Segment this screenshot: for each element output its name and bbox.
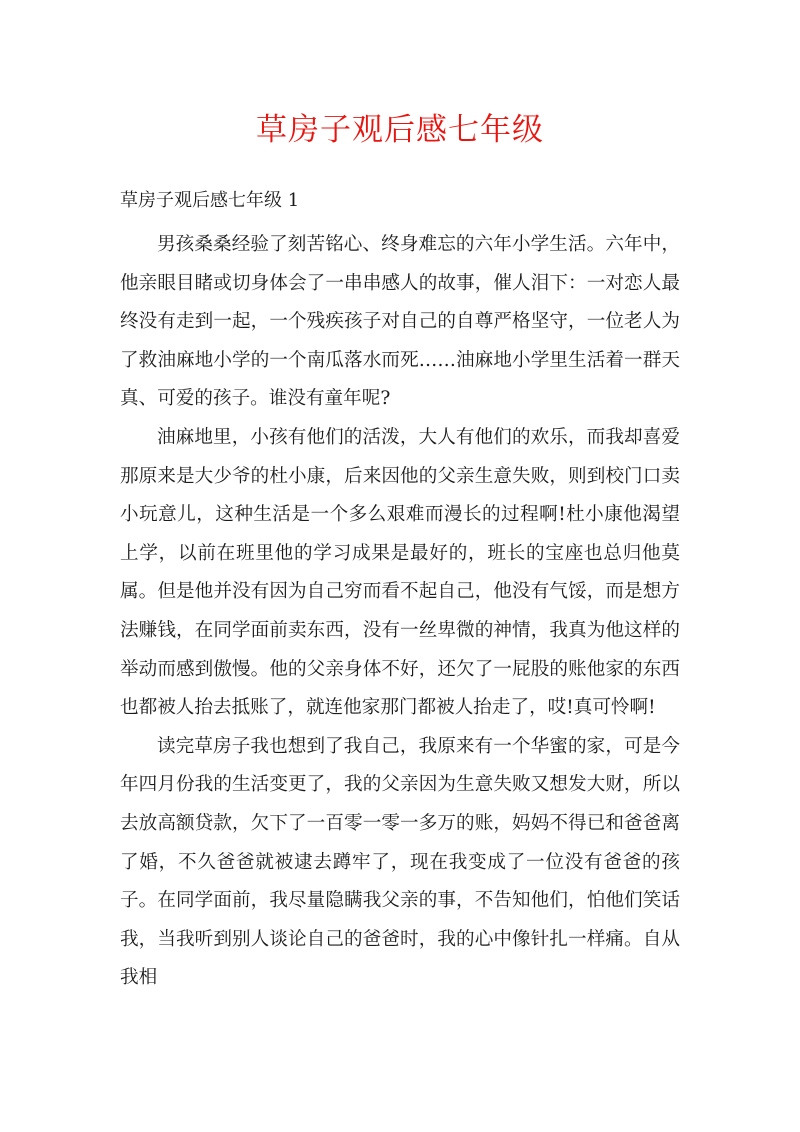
- paragraph-2: 油麻地里，小孩有他们的活泼，大人有他们的欢乐，而我却喜爱那原来是大少爷的杜小康，后来因他的父亲生意失败，则到校门口卖小玩意儿，这种生活是一个多么艰难而漫长的过程啊!杜小康他渴望上学，以前在班里他的学习成果是最好的，班长的宝座也总归他莫属。但是他并没有因为自己穷而看不起自己，他没有气馁，而是想方法赚钱，在同学面前卖东西，没有一丝卑微的神情，我真为他这样的举动而感到傲慢。他的父亲身体不好，还欠了一屁股的账他家的东西也都被人抬去抵账了，就连他家那门都被人抬走了，哎!真可怜啊!: [120, 426, 680, 719]
- paragraph-1: 男孩桑桑经验了刻苦铭心、终身难忘的六年小学生活。六年中，他亲眼目睹或切身体会了一串串感人的故事，催人泪下：一对恋人最终没有走到一起，一个残疾孩子对自己的自尊严格坚守，一位老人为了救油麻地小学的一个南瓜落水而死……油麻地小学里生活着一群天真、可爱的孩子。谁没有童年呢?: [120, 234, 680, 410]
- document-title: 草房子观后感七年级: [256, 112, 544, 148]
- document-body: [120, 226, 680, 998]
- section-heading: 草房子观后感七年级 1: [120, 190, 300, 211]
- paragraph-3: 读完草房子我也想到了我自己，我原来有一个华蜜的家，可是今年四月份我的生活变更了，我的父亲因为生意失败又想发大财，所以去放高额贷款，欠下了一百零一零一多万的账，妈妈不得已和爸爸离了婚，不久爸爸就被逮去蹲牢了，现在我变成了一位没有爸爸的孩子。在同学面前，我尽量隐瞒我父亲的事，不告知他们，怕他们笑话我，当我听到别人谈论自己的爸爸时，我的心中像针扎一样痛。自从我相: [120, 735, 680, 989]
